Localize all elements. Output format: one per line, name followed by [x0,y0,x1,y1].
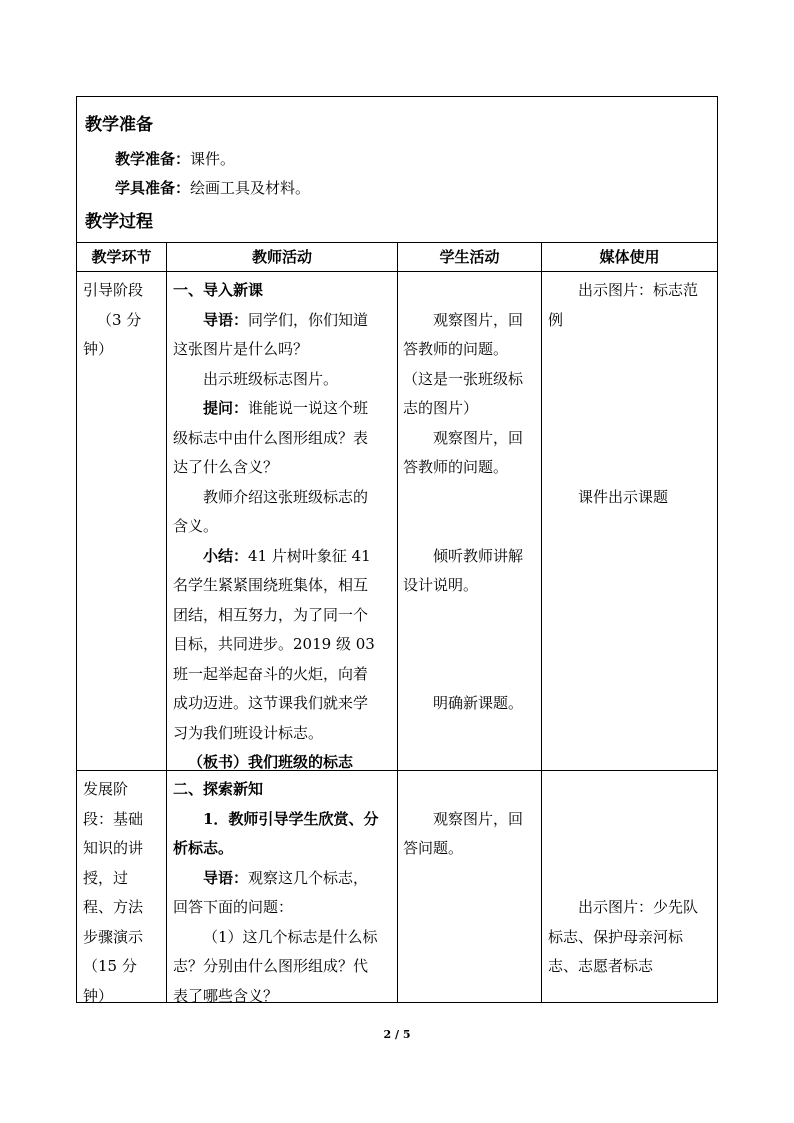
column-divider [397,242,398,1002]
question-line: 达了什么含义？ [173,458,279,476]
question-line: 志？分别由什么图形组成？代 [173,957,369,975]
summary-line [173,542,395,572]
question-line: 表了哪些含义？ [173,986,279,1005]
student-prep-value: 绘画工具及材料。 [190,179,311,197]
intro-label: 导语： [203,310,249,329]
student-line: 答教师的问题。 [403,458,509,476]
question-label: 提问： [203,399,249,417]
explain-line: 教师介绍这张班级标志的 [203,487,369,506]
stage-line: （3 分 [97,310,142,329]
question-text: 谁能说一说这个班 [248,399,369,417]
row1-teacher [173,276,395,778]
media-line: 课件出示课题 [578,487,669,506]
student-line: 观察图片，回 [433,428,524,447]
teach-prep-value: 课件。 [190,150,236,168]
row1-stage [83,276,163,365]
summary-line: 习为我们班设计标志。 [173,723,324,742]
row2-teacher [173,775,395,1011]
process-heading: 教学过程 [85,212,153,232]
stage-line: 程、方法 [83,898,144,916]
stage-line: 段：基础 [83,809,144,828]
row1-student [403,276,539,719]
summary-line: 目标，共同进步。2019 级 03 [173,635,375,653]
intro-text: 同学们，你们知道 [248,310,369,329]
intro-line [173,864,395,894]
step-line: 析标志。 [173,839,234,857]
stage-line: 步骤演示 [83,927,144,946]
intro-line: 这张图片是什么吗？ [173,340,309,358]
row2-stage [83,775,163,1011]
summary-label: 小结： [203,546,249,565]
student-line: （这是一张班级标 [403,369,524,388]
media-line: 出示图片：标志范 [578,281,699,299]
column-divider [541,242,542,1002]
media-line: 例 [548,310,564,329]
teach-prep-line [115,148,235,169]
student-line: 答教师的问题。 [403,340,509,358]
question-line: （1）这几个标志是什么标 [203,927,378,946]
lesson-frame [76,96,718,1003]
section-title: 二、探索新知 [173,780,264,798]
student-line: 设计说明。 [403,576,479,594]
header-media: 媒体使用 [599,248,660,266]
media-line: 标志、保护母亲河标 [548,927,684,946]
header-teacher: 教师活动 [251,248,312,266]
header-row-divider [77,271,717,272]
row2-media [548,775,714,982]
header-student: 学生活动 [439,248,500,266]
student-line: 倾听教师讲解 [433,546,524,565]
intro-line [173,306,395,336]
page-number: 2 / 5 [383,1028,411,1041]
summary-line: 团结，相互努力，为了同一个 [173,605,369,624]
question-line [173,394,395,424]
preparation-section [77,97,717,243]
prep-heading: 教学准备 [85,115,153,135]
step-line: 1．教师引导学生欣赏、分 [203,809,379,828]
intro-line: 回答下面的问题： [173,898,294,916]
stage-line: 钟） [83,986,114,1005]
board-title: （板书）我们班级的标志 [188,753,354,771]
stage-line: （15 分 [83,957,137,975]
media-line: 志、志愿者标志 [548,957,654,975]
student-line: 观察图片，回 [433,310,524,329]
teach-prep-label: 教学准备： [115,150,191,168]
summary-line: 班一起举起奋斗的火炬，向着 [173,664,369,683]
explain-line: 含义。 [173,517,219,535]
row1-media [548,276,714,512]
student-line: 明确新课题。 [433,694,524,712]
student-line: 观察图片，回 [433,809,524,828]
summary-line: 名学生紧紧围绕班集体，相互 [173,576,369,594]
show-image-line: 出示班级标志图片。 [203,369,339,388]
stage-line: 授，过 [83,868,129,887]
media-line: 出示图片：少先队 [578,898,699,916]
stage-line: 钟） [83,340,114,358]
student-prep-line [115,177,310,198]
intro-label: 导语： [203,868,249,887]
summary-text: 41 片树叶象征 41 [248,546,371,565]
question-line: 级标志中由什么图形组成？表 [173,428,369,447]
student-line: 答问题。 [403,839,464,857]
stage-line: 知识的讲 [83,839,144,857]
student-line: 志的图片） [403,399,479,417]
header-stage: 教学环节 [91,248,152,266]
column-divider [166,242,167,1002]
row2-student [403,775,539,864]
student-prep-label: 学具准备： [115,179,191,197]
stage-line: 发展阶 [83,780,129,798]
intro-text: 观察这几个标志， [248,868,369,887]
stage-line: 引导阶段 [83,281,144,299]
summary-line: 成功迈进。这节课我们就来学 [173,694,369,712]
section-title: 一、导入新课 [173,281,264,299]
